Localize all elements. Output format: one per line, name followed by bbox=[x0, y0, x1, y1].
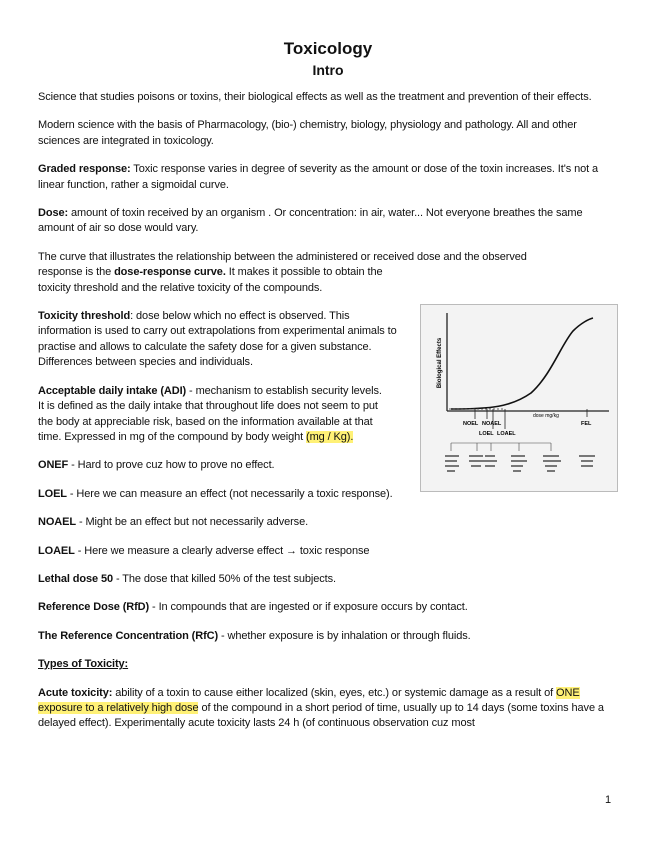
toxicity-threshold-paragraph bbox=[38, 309, 403, 371]
definition-label: ONEF bbox=[38, 459, 69, 472]
page-number: 1 bbox=[605, 794, 612, 806]
definition-label: Lethal dose 50 bbox=[38, 572, 114, 585]
adi-label: Acceptable daily intake (ADI) bbox=[38, 384, 187, 397]
curve-pre: response is the bbox=[38, 266, 115, 279]
fel-label: FEL bbox=[581, 421, 592, 427]
intro-paragraph-1: Science that studies poisons or toxins, their biological effects as well as the treatment and prevention of their effects. bbox=[38, 91, 592, 103]
loael-label: LOAEL bbox=[497, 431, 516, 437]
dose-label: Dose: bbox=[38, 207, 69, 220]
acute-post: of the compound in a short period of time, usually up to 14 days (some toxins have a delayed effect). Experimentally acute toxicity lasts 24 h (of continuous observation cuz most bbox=[38, 701, 604, 730]
definition-text: - Here we measure a clearly adverse effect → toxic response bbox=[74, 544, 370, 557]
definition-label: Reference Dose (RfD) bbox=[38, 601, 150, 614]
page-title: Toxicology bbox=[283, 39, 373, 58]
adi-highlight: (mg / Kg). bbox=[306, 430, 354, 443]
definition-ld50 bbox=[38, 572, 618, 587]
definition-rfc bbox=[38, 629, 618, 644]
definition-loael bbox=[38, 544, 618, 559]
curve-line-1: The curve that illustrates the relationship between the administered or received dose and the observed bbox=[38, 250, 527, 263]
definition-label: LOEL bbox=[38, 487, 67, 500]
dose-response-graph bbox=[421, 305, 617, 491]
intro-paragraph-2: Modern science with the basis of Pharmacology, (bio-) chemistry, biology, physiology and pathology. All and other sciences are integrated in toxicology. bbox=[38, 119, 577, 147]
definition-text: - Here we can measure an effect (not necessarily a toxic response). bbox=[66, 487, 393, 500]
graded-response-text: Toxic response varies in degree of severity as the amount or dose of the toxin increases. It's not a linear function, rather a sigmoidal curve. bbox=[38, 163, 599, 191]
curve-paragraph bbox=[38, 250, 618, 296]
graded-response-paragraph bbox=[38, 162, 618, 193]
definition-rfd bbox=[38, 600, 618, 615]
y-axis-label: Biological Effects bbox=[437, 337, 443, 389]
toxicity-threshold-label: Toxicity threshold bbox=[38, 310, 131, 323]
curve-term: dose-response curve. bbox=[114, 266, 226, 279]
definition-label: NOAEL bbox=[38, 516, 77, 529]
acute-highlight: ONE exposure to a relatively high dose bbox=[38, 686, 580, 714]
x-axis-label: dose mg/kg bbox=[533, 413, 559, 419]
adi-text: - mechanism to establish security levels. It is defined as the daily intake that throughout life does not seem to put the body at appreciable risk, based on the information available at that time. Expressed in mg of the compound by body weight bbox=[38, 384, 382, 443]
adi-paragraph bbox=[38, 384, 388, 446]
noael-label: NOAEL bbox=[482, 421, 502, 427]
definition-text: - whether exposure is by inhalation or through fluids. bbox=[218, 629, 471, 642]
dose-response-figure bbox=[420, 304, 618, 492]
noel-label: NOEL bbox=[463, 421, 479, 427]
page-subtitle: Intro bbox=[312, 62, 344, 78]
acute-toxicity-paragraph bbox=[38, 686, 618, 732]
loel-label: LOEL bbox=[479, 431, 494, 437]
toxicity-threshold-text: : dose below which no effect is observed. This information is used to carry out extrapolations from experimental animals to practise and allows to calculate the safety dose for a given substance. Differences between species and individuals. bbox=[38, 310, 397, 369]
definition-text: - Might be an effect but not necessarily adverse. bbox=[76, 516, 309, 529]
definition-text: - The dose that killed 50% of the test subjects. bbox=[113, 572, 336, 585]
definition-label: The Reference Concentration (RfC) bbox=[38, 629, 219, 642]
dose-paragraph bbox=[38, 206, 618, 237]
dose-text: amount of toxin received by an organism . Or concentration: in air, water... Not everyone breathes the same amount of air so dose would vary. bbox=[38, 207, 583, 235]
types-heading-text: Types of Toxicity: bbox=[38, 658, 129, 671]
curve-post: It makes it possible to obtain the toxicity threshold and the relative toxicity of the compounds. bbox=[38, 266, 383, 294]
graded-response-label: Graded response: bbox=[38, 163, 131, 176]
types-heading bbox=[38, 657, 618, 672]
acute-label: Acute toxicity: bbox=[38, 686, 113, 699]
definition-label: LOAEL bbox=[38, 544, 75, 557]
definition-text: - Hard to prove cuz how to prove no effect. bbox=[68, 459, 275, 472]
definition-noael bbox=[38, 515, 618, 530]
acute-pre: ability of a toxin to cause either localized (skin, eyes, etc.) or systemic damage as a result of bbox=[112, 686, 557, 699]
faded-annotation-text bbox=[445, 455, 595, 472]
dose-response-curve bbox=[451, 318, 593, 409]
definition-text: - In compounds that are ingested or if exposure occurs by contact. bbox=[149, 601, 468, 614]
